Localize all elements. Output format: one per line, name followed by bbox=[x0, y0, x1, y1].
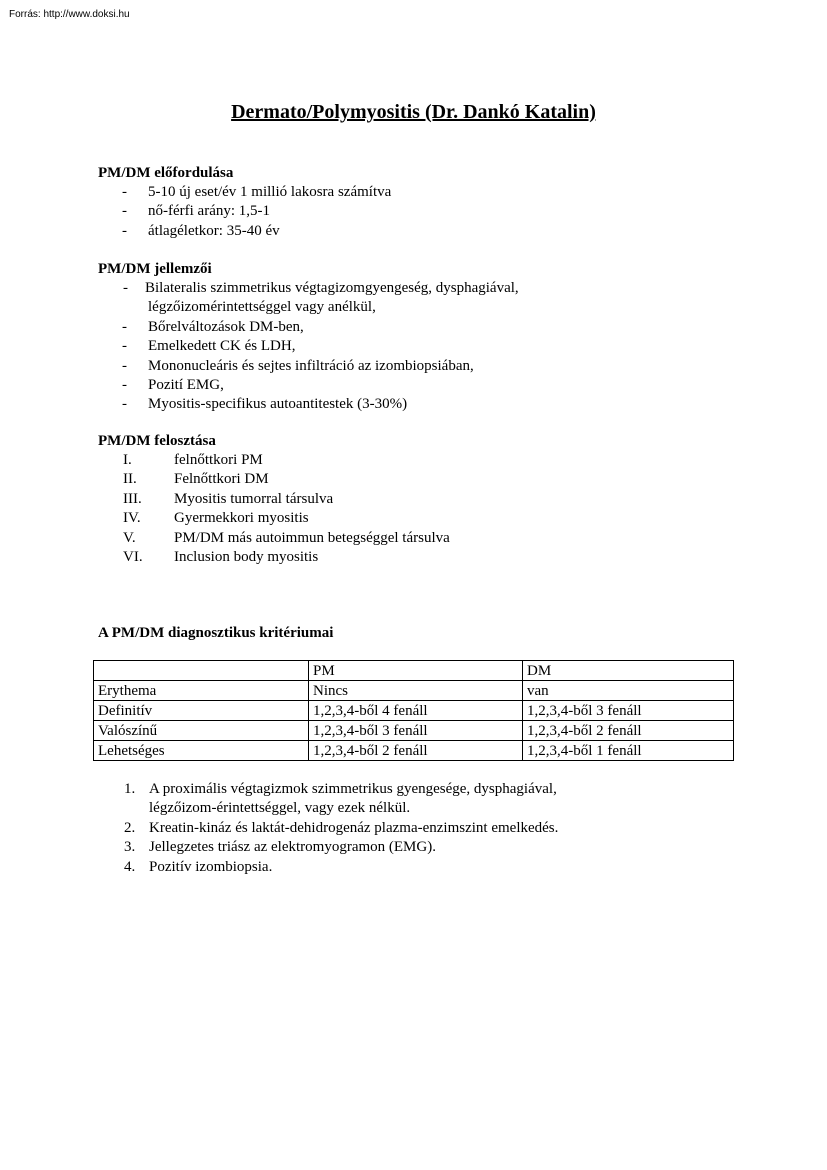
table-row bbox=[94, 741, 734, 761]
list-item: - Pozití EMG, bbox=[122, 376, 588, 395]
list-item: - Bilateralis szimmetrikus végtagizomgyengeség, dysphagiával, légzőizomérintettséggel vagy anélkül, bbox=[123, 280, 519, 316]
table-cell: 1,2,3,4-ből 3 fenáll bbox=[523, 701, 734, 721]
list-item: - nő-férfi arány: 1,5-1 bbox=[122, 202, 391, 221]
table-cell: DM bbox=[523, 661, 734, 681]
table-cell bbox=[94, 661, 309, 681]
occurrence-heading: PM/DM előfordulása bbox=[98, 165, 234, 181]
table-cell: Lehetséges bbox=[94, 741, 309, 761]
classification-heading: PM/DM felosztása bbox=[98, 433, 216, 449]
dash-bullet: - bbox=[122, 338, 127, 355]
dash-bullet: - bbox=[122, 396, 127, 413]
list-item: - 5-10 új eset/év 1 millió lakosra számítva bbox=[122, 183, 391, 202]
dash-bullet: - bbox=[122, 357, 127, 374]
table-cell: 1,2,3,4-ből 2 fenáll bbox=[523, 721, 734, 741]
list-item: VI. Inclusion body myositis bbox=[123, 549, 319, 566]
table-cell: van bbox=[523, 681, 734, 701]
dash-bullet: - bbox=[122, 222, 127, 239]
dash-bullet: - bbox=[122, 318, 127, 335]
list-item: - Myositis-specifikus autoantitestek (3-30%) bbox=[122, 395, 588, 414]
page-title: Dermato/Polymyositis (Dr. Dankó Katalin) bbox=[231, 101, 596, 123]
source-line: Forrás: http://www.doksi.hu bbox=[9, 9, 130, 20]
list-item: II. Felnőttkori DM bbox=[123, 471, 269, 488]
dash-bullet: - bbox=[123, 280, 128, 296]
classification-list bbox=[123, 451, 450, 567]
criteria-heading: A PM/DM diagnosztikus kritériumai bbox=[98, 625, 334, 641]
criteria-list bbox=[124, 780, 569, 877]
list-item: I. felnőttkori PM bbox=[123, 452, 263, 468]
table-cell: Nincs bbox=[309, 681, 523, 701]
occurrence-list bbox=[122, 183, 391, 241]
table-cell: Erythema bbox=[94, 681, 309, 701]
table-cell: Definitív bbox=[94, 701, 309, 721]
list-item: IV. Gyermekkori myositis bbox=[123, 510, 309, 527]
features-heading: PM/DM jellemzői bbox=[98, 261, 212, 277]
table-cell: 1,2,3,4-ből 2 fenáll bbox=[309, 741, 523, 761]
list-item: 2. Kreatin-kináz és laktát-dehidrogenáz plazma-enzimszint emelkedés. bbox=[124, 819, 559, 836]
dash-bullet: - bbox=[122, 377, 127, 394]
table-header-row bbox=[94, 661, 734, 681]
list-item: - átlagéletkor: 35-40 év bbox=[122, 222, 391, 241]
table-cell: PM bbox=[309, 661, 523, 681]
dash-bullet: - bbox=[122, 203, 127, 220]
table-cell: Valószínű bbox=[94, 721, 309, 741]
table-cell: 1,2,3,4-ből 3 fenáll bbox=[309, 721, 523, 741]
list-item: 4. Pozitív izombiopsia. bbox=[124, 858, 273, 875]
list-item: III. Myositis tumorral társulva bbox=[123, 490, 334, 507]
list-item: V. PM/DM más autoimmun betegséggel társulva bbox=[123, 529, 450, 546]
dash-bullet: - bbox=[122, 184, 127, 200]
table-row bbox=[94, 721, 734, 741]
list-item: - Emelkedett CK és LDH, bbox=[122, 337, 588, 356]
table-cell: 1,2,3,4-ből 4 fenáll bbox=[309, 701, 523, 721]
table-row bbox=[94, 701, 734, 721]
list-item: 1. A proximális végtagizmok szimmetrikus gyengesége, dysphagiával, légzőizom-érintettséggel, vagy ezek nélkül. bbox=[124, 781, 557, 817]
criteria-table bbox=[93, 660, 734, 761]
list-item: - Bőrelváltozások DM-ben, bbox=[122, 318, 588, 337]
table-row bbox=[94, 681, 734, 701]
features-list bbox=[122, 279, 588, 415]
list-item: - Mononucleáris és sejtes infiltráció az izombiopsiában, bbox=[122, 357, 588, 376]
list-item: 3. Jellegzetes triász az elektromyogramon (EMG). bbox=[124, 839, 436, 856]
table-cell: 1,2,3,4-ből 1 fenáll bbox=[523, 741, 734, 761]
